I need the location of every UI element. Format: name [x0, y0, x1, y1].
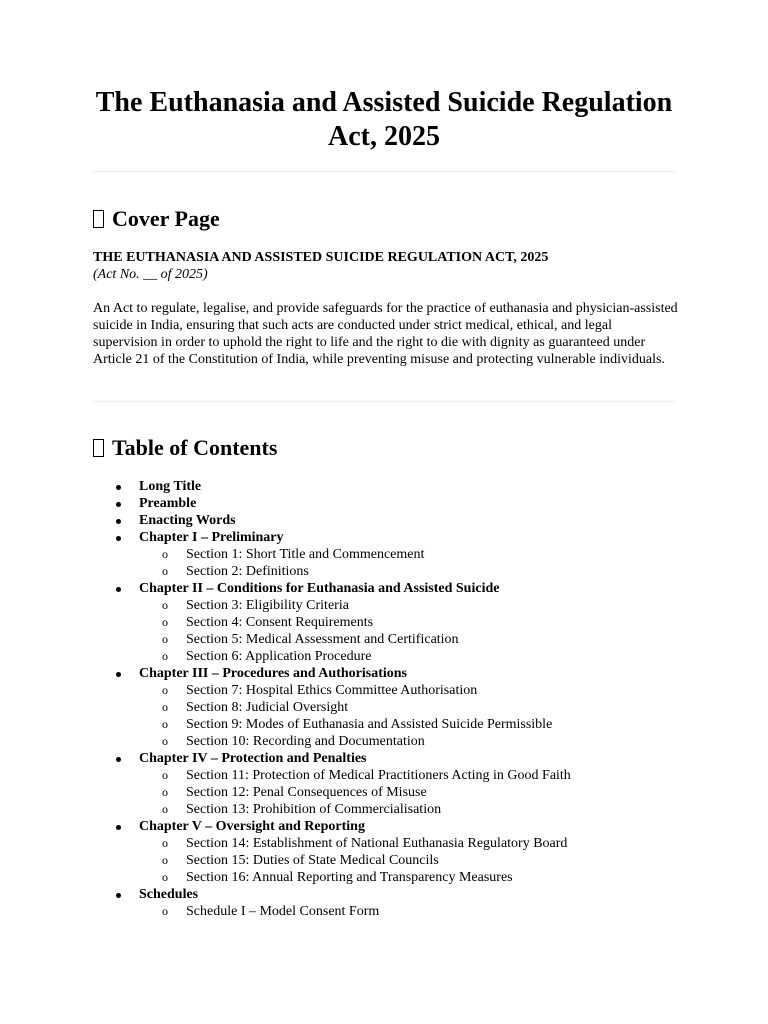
document-title: The Euthanasia and Assisted Suicide Regulation Act, 2025	[95, 87, 673, 152]
bullet-icon	[116, 502, 121, 507]
sub-bullet-icon: o	[162, 632, 168, 646]
toc-subitem-label: Section 7: Hospital Ethics Committee Authorisation	[186, 683, 478, 698]
divider	[93, 401, 675, 402]
toc-item	[93, 580, 693, 597]
toc-subitem	[93, 716, 693, 733]
sub-bullet-icon: o	[162, 598, 168, 612]
sub-bullet-icon: o	[162, 734, 168, 748]
long-title-paragraph: An Act to regulate, legalise, and provide safeguards for the practice of euthanasia and physician-assisted suicide in India, ensuring that such acts are conducted under strict medical, ethical, and legal supervision in order to uphold the right to life and the right to die with dignity as guaranteed under Article 21 of the Constitution of India, while preventing misuse and protecting vulnerable individuals.	[93, 301, 678, 367]
sub-bullet-icon: o	[162, 717, 168, 731]
toc-subitem	[93, 733, 693, 750]
toc-item	[93, 750, 693, 767]
sub-bullet-icon: o	[162, 853, 168, 867]
toc-subitem	[93, 563, 693, 580]
bullet-icon	[116, 893, 121, 898]
bullet-icon	[116, 825, 121, 830]
toc-subitem-label: Section 9: Modes of Euthanasia and Assisted Suicide Permissible	[186, 717, 553, 732]
toc-subitem	[93, 852, 693, 869]
toc-item-label: Preamble	[139, 496, 197, 511]
sub-bullet-icon: o	[162, 802, 168, 816]
toc-item-label: Chapter II – Conditions for Euthanasia and Assisted Suicide	[139, 581, 500, 596]
toc-subitem-label: Section 14: Establishment of National Euthanasia Regulatory Board	[186, 836, 568, 851]
sub-bullet-icon: o	[162, 615, 168, 629]
act-number: (Act No. __ of 2025)	[93, 267, 208, 282]
cover-page-heading-text: Cover Page	[112, 206, 220, 231]
toc-subitem	[93, 869, 693, 886]
missing-glyph-icon	[93, 439, 104, 457]
sub-bullet-icon: o	[162, 564, 168, 578]
toc-subitem-label: Section 2: Definitions	[186, 564, 309, 579]
toc-subitem	[93, 597, 693, 614]
toc-subitem	[93, 767, 693, 784]
toc-subitem-label: Section 11: Protection of Medical Practitioners Acting in Good Faith	[186, 768, 571, 783]
toc-subitem	[93, 546, 693, 563]
sub-bullet-icon: o	[162, 785, 168, 799]
table-of-contents-heading	[93, 435, 277, 461]
toc-item	[93, 529, 693, 546]
toc-subitem	[93, 648, 693, 665]
toc-subitem	[93, 631, 693, 648]
table-of-contents-list	[93, 478, 693, 920]
sub-bullet-icon: o	[162, 870, 168, 884]
toc-item	[93, 818, 693, 835]
sub-bullet-icon: o	[162, 904, 168, 918]
sub-bullet-icon: o	[162, 700, 168, 714]
sub-bullet-icon: o	[162, 836, 168, 850]
toc-item	[93, 886, 693, 903]
toc-subitem-label: Schedule I – Model Consent Form	[186, 904, 380, 919]
toc-subitem	[93, 801, 693, 818]
toc-subitem-label: Section 3: Eligibility Criteria	[186, 598, 349, 613]
sub-bullet-icon: o	[162, 683, 168, 697]
toc-subitem	[93, 682, 693, 699]
toc-item-label: Chapter I – Preliminary	[139, 530, 284, 545]
toc-item	[93, 512, 693, 529]
bullet-icon	[116, 536, 121, 541]
toc-subitem	[93, 903, 693, 920]
toc-item	[93, 665, 693, 682]
table-of-contents-heading-text: Table of Contents	[112, 435, 278, 460]
toc-subitem-label: Section 5: Medical Assessment and Certification	[186, 632, 459, 647]
toc-item-label: Schedules	[139, 887, 199, 902]
toc-item-label: Chapter III – Procedures and Authorisations	[139, 666, 407, 681]
sub-bullet-icon: o	[162, 649, 168, 663]
bullet-icon	[116, 485, 121, 490]
cover-page-heading	[93, 206, 220, 232]
bullet-icon	[116, 672, 121, 677]
toc-subitem-label: Section 4: Consent Requirements	[186, 615, 374, 630]
toc-item	[93, 478, 693, 495]
toc-subitem-label: Section 6: Application Procedure	[186, 649, 372, 664]
toc-subitem-label: Section 15: Duties of State Medical Councils	[186, 853, 439, 868]
act-name: THE EUTHANASIA AND ASSISTED SUICIDE REGULATION ACT, 2025	[93, 250, 549, 265]
toc-item-label: Enacting Words	[139, 513, 236, 528]
toc-subitem-label: Section 16: Annual Reporting and Transparency Measures	[186, 870, 513, 885]
toc-subitem-label: Section 10: Recording and Documentation	[186, 734, 425, 749]
toc-subitem-label: Section 13: Prohibition of Commercialisation	[186, 802, 442, 817]
toc-subitem-label: Section 8: Judicial Oversight	[186, 700, 349, 715]
sub-bullet-icon: o	[162, 547, 168, 561]
toc-item	[93, 495, 693, 512]
toc-subitem-label: Section 12: Penal Consequences of Misuse	[186, 785, 427, 800]
divider	[93, 171, 675, 172]
toc-item-label: Long Title	[139, 479, 202, 494]
bullet-icon	[116, 587, 121, 592]
bullet-icon	[116, 519, 121, 524]
toc-subitem	[93, 835, 693, 852]
toc-item-label: Chapter IV – Protection and Penalties	[139, 751, 367, 766]
toc-subitem	[93, 699, 693, 716]
toc-subitem	[93, 784, 693, 801]
missing-glyph-icon	[93, 210, 104, 228]
sub-bullet-icon: o	[162, 768, 168, 782]
toc-item-label: Chapter V – Oversight and Reporting	[139, 819, 365, 834]
bullet-icon	[116, 757, 121, 762]
toc-subitem-label: Section 1: Short Title and Commencement	[186, 547, 425, 562]
toc-subitem	[93, 614, 693, 631]
